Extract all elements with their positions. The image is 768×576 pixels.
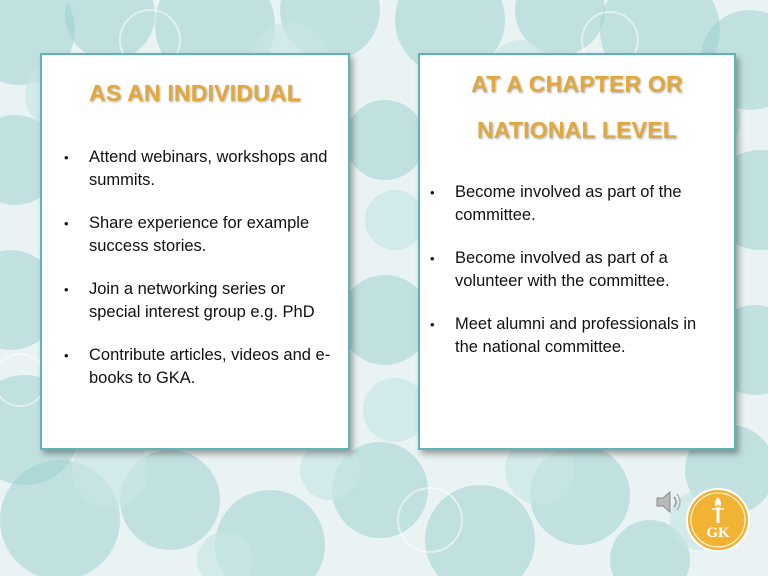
list-item (64, 212, 334, 258)
individual-list (64, 146, 334, 390)
list-item (430, 247, 720, 293)
speaker-icon[interactable] (654, 488, 686, 516)
logo-text: GK (706, 525, 730, 541)
gk-logo (686, 488, 750, 552)
individual-card (40, 53, 350, 450)
bullet-icon: • (64, 282, 69, 297)
individual-card-title: AS AN INDIVIDUAL (89, 80, 301, 106)
list-item-text: Share experience for example success stories. (89, 214, 310, 255)
list-item (64, 278, 334, 324)
list-item-text: Meet alumni and professionals in the national committee. (455, 315, 697, 356)
bullet-icon: • (64, 216, 69, 231)
list-item (430, 181, 720, 227)
bullet-icon: • (430, 317, 435, 332)
list-item (64, 344, 334, 390)
list-item (430, 313, 720, 359)
chapter-list (430, 181, 720, 359)
list-item-text: Join a networking series or special interest group e.g. PhD (89, 280, 315, 321)
list-item-text: Become involved as part of the committee. (455, 183, 682, 224)
list-item-text: Become involved as part of a volunteer with the committee. (455, 249, 670, 290)
list-item-text: Contribute articles, videos and e-books to GKA. (89, 346, 331, 387)
chapter-card (418, 53, 736, 450)
list-item-text: Attend webinars, workshops and summits. (89, 148, 328, 189)
bullet-icon: • (64, 348, 69, 363)
bullet-icon: • (430, 185, 435, 200)
chapter-card-title-line1: AT A CHAPTER OR (471, 71, 683, 97)
list-item (64, 146, 334, 192)
chapter-card-title-line2: NATIONAL LEVEL (476, 117, 677, 143)
bullet-icon: • (430, 251, 435, 266)
bullet-icon: • (64, 150, 69, 165)
chapter-card-title (420, 61, 734, 153)
